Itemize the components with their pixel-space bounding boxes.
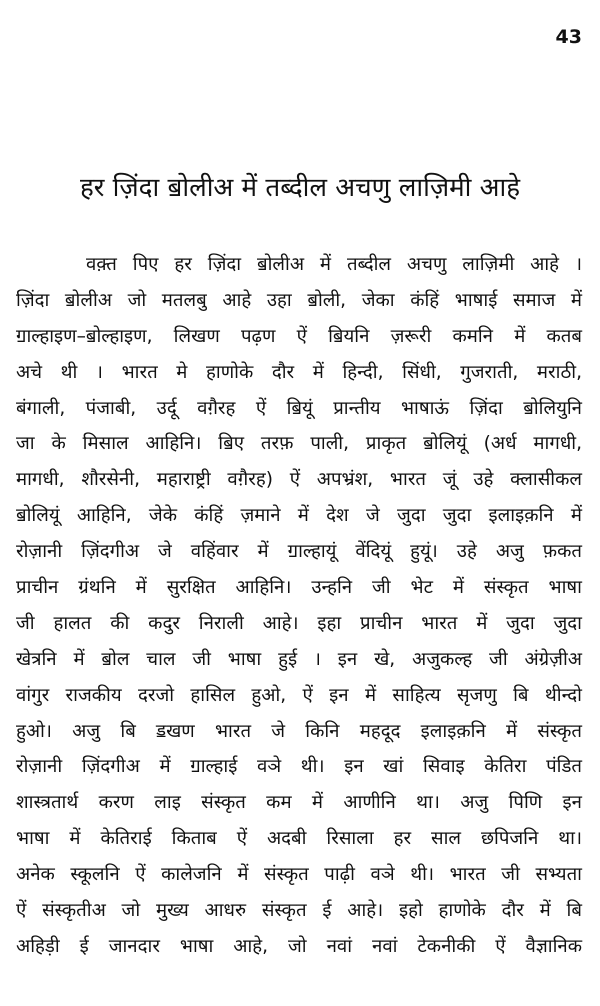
text-line: ॻाल्हाइण–ॿोल्हाइण, लिखण पढ़ण ऐं ॿियनि ज़रूरी कमनि में कतब [16,325,582,347]
text-line: ॿोलियूं आहिनि, जेके कंहिं ज़माने में देश जे जुदा जुदा इलाइक़नि में [16,505,582,527]
text-line: अचे थी । भारत मे हाणोके दौर में हिन्दी, सिंधी, गुजराती, मराठी, [16,361,582,383]
text-line: जा के मिसाल आहिनि। ॿिए तरफ़ पाली, प्राकृत ॿोलियूं (अर्ध मागधी, [16,433,582,455]
text-line: अनेक स्कूलनि ऐं कालेजनि में संस्कृत पाढ़ी वञे थी। भारत जी सभ्यता [16,864,582,886]
text-line: अहिड़ी ई जानदार भाषा आहे, जो नवां नवां टेकनीकी ऐं वैज्ञानिक [16,935,582,957]
body-paragraph [16,247,582,965]
text-line: रोज़ानी ज़िंदगीअ जे वहिंवार में ॻाल्हायूं वेंदियूं हुयूं। उहे अजु फ़कत [16,541,582,563]
text-line: खेत्रनि में ॿोल चाल जी भाषा हुई । इन खे, अजुकल्ह जी अंग्रेज़ीअ [16,648,582,670]
text-line: ऐं संस्कृतीअ जो मुख्य आधरु संस्कृत ई आहे। इहो हाणोके दौर में बि [16,900,582,922]
text-line: ज़िंदा ॿोलीअ जो मतलबु आहे उहा ॿोली, जेका कंहिं भाषाई समाज में [16,289,582,311]
text-line: शास्त्रतार्थ करण लाइ संस्कृत कम में आणीनि था। अजु पिणि इन [16,792,582,814]
text-line: बंगाली, पंजाबी, उर्दू वग़ैरह ऐं ॿियूं प्रान्तीय भाषाऊं ज़िंदा ॿोलियुनि [16,397,582,419]
text-line: वांगुर राजकीय दरजो हासिल हुओ, ऐं इन में साहित्य सृजणु बि थीन्दो [16,684,582,706]
page-number: 43 [555,26,582,48]
text-line: रोज़ानी ज़िंदगीअ में ॻाल्हाई वञे थी। इन खां सिवाइ केतिरा पंडित [16,756,582,778]
text-line: जी हालत की कदुर निराली आहे। इहा प्राचीन भारत में जुदा जुदा [16,612,582,634]
text-line: मागधी, शौरसेनी, महाराष्ट्री वग़ैरह) ऐं अपभ्रंश, भारत जूं उहे क्लासीकल [16,469,582,491]
text-line: भाषा में केतिराई किताब ऐं अदबी रिसाला हर साल छपिजनि था। [16,828,582,850]
text-line: वक़्त पिए हर ज़िंदा ॿोलीअ में तब्दील अचणु लाज़िमी आहे । [86,254,582,275]
chapter-title: हर ज़िंदा ॿोलीअ में तब्दील अचणु लाज़िमी आहे [79,173,521,203]
text-line: प्राचीन ग्रंथनि में सुरक्षित आहिनि। उन्हनि जी भेट में संस्कृत भाषा [16,577,582,599]
text-line: हुओ। अजु बि ॾखण भारत जे किनि महदूद इलाइक़नि में संस्कृत [16,720,582,742]
